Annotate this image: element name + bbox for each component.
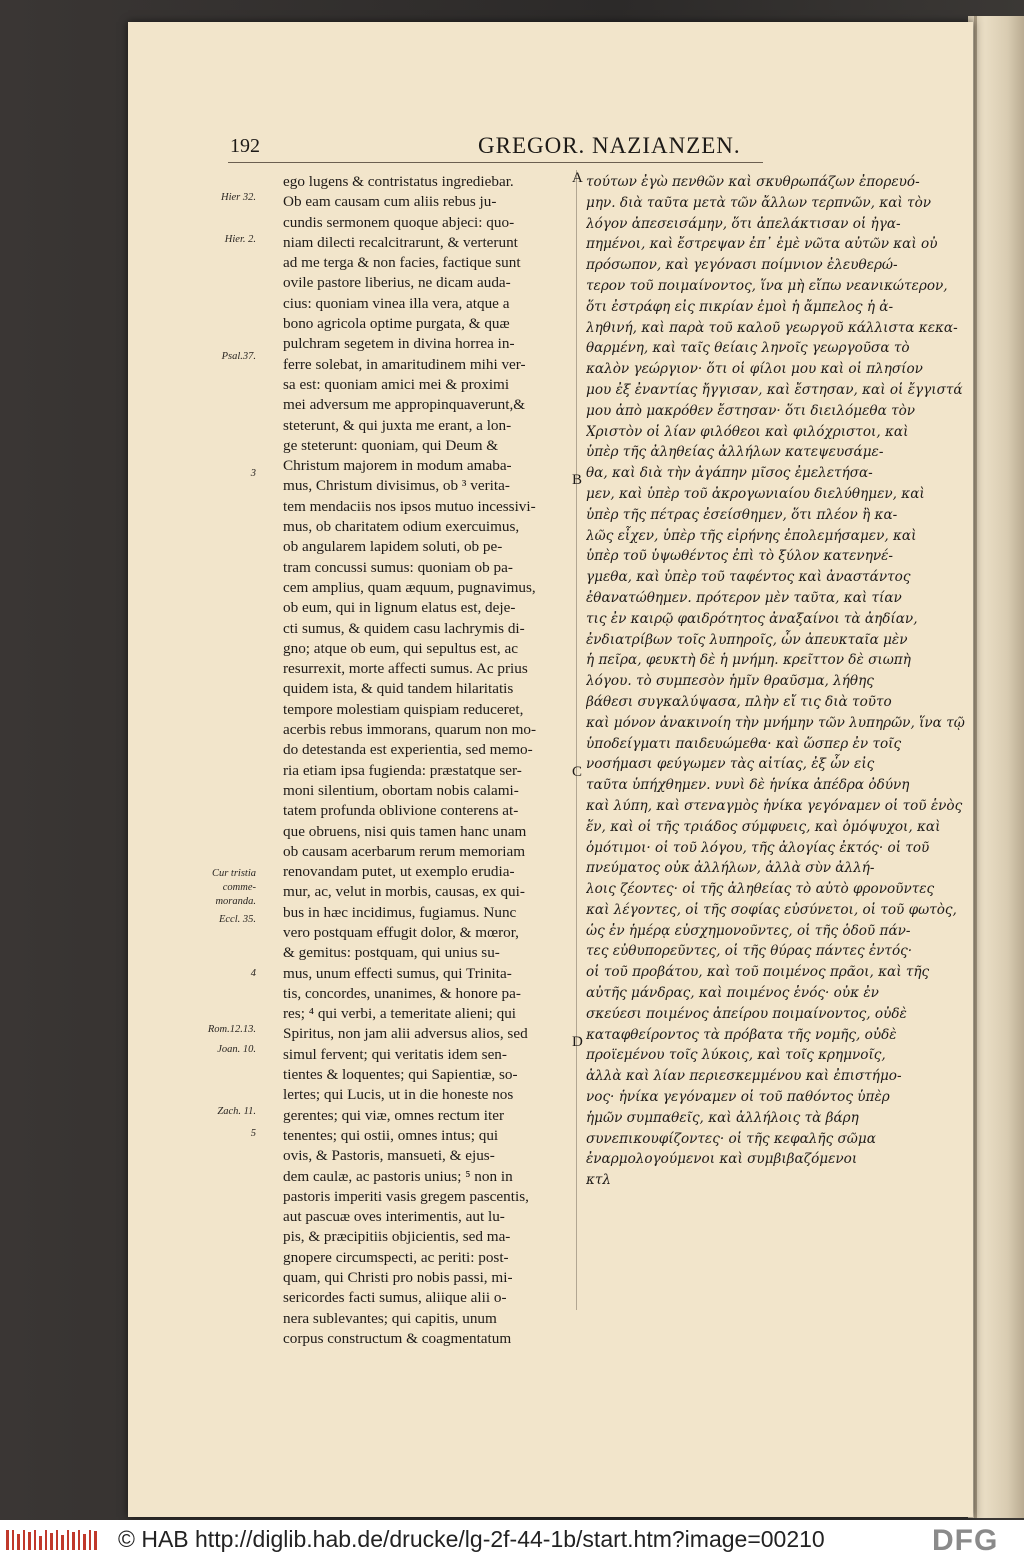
- greek-text-line: τερον τοῦ ποιμαίνοντος, ἵνα μὴ εἴπω νεανικώτερον,: [586, 277, 948, 294]
- greek-text-line: ὑποδείγματι παιδευώμεθα· καὶ ὥσπερ ἐν τοῖς: [586, 735, 902, 752]
- latin-text-line: tis, concordes, unanimes, & honore pa-: [283, 984, 521, 1002]
- greek-text-line: ὅτι ἐστράφη εἰς πικρίαν ἐμοὶ ἡ ἄμπελος ἡ ἀ-: [586, 298, 894, 315]
- section-letter-c: C: [572, 764, 583, 780]
- latin-text-line: ob causam acerbarum rerum memoriam: [283, 842, 526, 860]
- greek-text-line: αὐτῆς μάνδρας, καὶ ποιμένος ἑνός· οὐκ ἐν: [586, 985, 879, 1002]
- latin-text-line: cem amplius, quam æquum, pugnavimus,: [283, 578, 536, 596]
- latin-text-line: pulchram segetem in divina horrea in-: [283, 335, 515, 353]
- latin-text-line: ge steterunt: quoniam, qui Deum &: [283, 436, 499, 454]
- latin-text-line: bus in hæc incidimus, fugiamus. Nunc: [283, 903, 517, 921]
- greek-text-line: μην. διὰ ταῦτα μετὰ τῶν ἄλλων τερπνῶν, καὶ τὸν: [586, 194, 932, 211]
- greek-text-line: ἀλλὰ καὶ λίαν περιεσκεμμένου καὶ ἐπιστήμο-: [586, 1068, 902, 1085]
- latin-text-line: tempore molestiam quispiam reduceret,: [283, 700, 524, 718]
- latin-text-line: moni silentium, obortam nobis calami-: [283, 781, 519, 799]
- latin-text-line: simul fervent; qui veritatis idem sen-: [283, 1045, 507, 1063]
- latin-text-line: pastoris imperiti vasis gregem pascentis,: [283, 1187, 529, 1205]
- greek-text-line: τις ἐν καιρῷ φαιδρότητος ἀναξαίνοι τὰ ἀηδίαν,: [586, 610, 918, 627]
- margin-note: moranda.: [215, 896, 256, 907]
- greek-text-line: πρόσωπον, καὶ γεγόνασι ποίμνιον ἐλευθερώ-: [586, 257, 898, 274]
- greek-text-line: σκεύεσι ποιμένος ἀπείρου ποιμαίνοντος, οὐδὲ: [586, 1005, 907, 1022]
- latin-text-line: cius: quoniam vinea illa vera, atque a: [283, 294, 510, 312]
- greek-text-line: λοις ζέοντες· οἱ τῆς ἀληθείας τὸ αὐτὸ φρονοῦντες: [586, 881, 935, 898]
- latin-text-line: cti sumus, & quidem casu lachrymis di-: [283, 619, 525, 637]
- footer-bar: [0, 1520, 1024, 1560]
- greek-text-line: μου ἐξ ἐναντίας ἤγγισαν, καὶ ἔστησαν, καὶ οἱ ἔγγιστά: [586, 381, 963, 398]
- margin-note: Rom.12.13.: [207, 1024, 256, 1035]
- greek-text-line: οἱ τοῦ προβάτου, καὶ τοῦ ποιμένος πρᾶοι, καὶ τῆς: [586, 964, 930, 981]
- greek-text-line: κτλ: [586, 1172, 612, 1189]
- greek-text-column: [586, 172, 966, 1191]
- greek-text-line: ἐθανατώθημεν. πρότερον μὲν ταῦτα, καὶ τίαν: [586, 589, 902, 606]
- greek-text-line: καλὸν γεώργιον· ὅτι οἱ φίλοι μου καὶ οἱ πλησίον: [586, 361, 923, 378]
- latin-text-line: Christum majorem in modum amaba-: [283, 457, 512, 475]
- greek-text-line: ὁμότιμοι· οἱ τοῦ λόγου, τῆς ἀλογίας ἐκτός· οἱ τοῦ: [586, 839, 930, 856]
- page-header: [230, 133, 760, 163]
- header-rule: [228, 162, 763, 163]
- greek-text-line: μεν, καὶ ὑπὲρ τοῦ ἀκρογωνιαίου διελύθημεν, καὶ: [586, 485, 925, 502]
- greek-text-line: ὡς ἐν ἡμέρᾳ εὐσχημονοῦντες, οἱ τῆς ὁδοῦ πάν-: [586, 922, 911, 939]
- greek-text-line: καὶ λέγοντες, οἱ τῆς σοφίας εὐσύνετοι, οἱ τοῦ φωτὸς,: [586, 901, 957, 918]
- greek-text-line: ὑπὲρ τῆς πέτρας ἐσείσθημεν, ὅτι πλέον ἢ κα-: [586, 506, 898, 523]
- latin-text-line: ovile pastore liberius, ne dicam auda-: [283, 274, 511, 292]
- latin-text-line: mur, ac, velut in morbis, causas, ex qui-: [283, 883, 525, 901]
- latin-text-line: acerbis rebus immorans, quarum non mo-: [283, 721, 537, 739]
- latin-text-line: mus, Christum divisimus, ob ³ verita-: [283, 477, 510, 495]
- copyright-url-text[interactable]: © HAB http://diglib.hab.de/drucke/lg-2f-44-1b/start.htm?image=00210: [118, 1526, 825, 1552]
- latin-text-line: nera sublevantes; qui capitis, unum: [283, 1309, 497, 1327]
- greek-text-line: καὶ λύπη, καὶ στεναγμὸς ἡνίκα γεγόναμεν οἱ τοῦ ἑνὸς: [586, 797, 963, 814]
- latin-text-line: pis, & præcipitiis objicientis, sed ma-: [283, 1228, 511, 1246]
- hab-logo-icon: [6, 1528, 102, 1552]
- latin-text-line: niam dilecti recalcitrarunt, & verterunt: [283, 233, 518, 251]
- greek-text-line: πνεύματος οὐκ ἀλλήλων, ἀλλὰ σὺν ἀλλή-: [586, 860, 875, 877]
- greek-text-line: γμεθα, καὶ ὑπὲρ τοῦ ταφέντος καὶ ἀναστάντος: [586, 569, 911, 586]
- latin-text-line: gno; atque ob eum, qui sepultus est, ac: [283, 639, 518, 657]
- latin-text-line: mus, ob charitatem odium exercuimus,: [283, 518, 520, 536]
- margin-note: Psal.37.: [221, 351, 256, 362]
- latin-text-line: & gemitus: postquam, qui unius su-: [283, 944, 500, 962]
- greek-text-line: μου ἀπὸ μακρόθεν ἔστησαν· ὅτι διειλόμεθα τὸν: [586, 402, 916, 419]
- section-letter-d: D: [572, 1034, 583, 1050]
- latin-text-line: ob angularem lapidem soluti, ob pe-: [283, 538, 503, 556]
- greek-text-line: ἕν, καὶ οἱ τῆς τριάδος σύμφυεις, καὶ ὁμόψυχοι, καὶ: [586, 818, 941, 835]
- latin-text-line: Ob eam causam cum aliis rebus ju-: [283, 193, 497, 211]
- column-divider: [576, 170, 577, 1310]
- greek-text-line: τούτων ἐγὼ πενθῶν καὶ σκυθρωπάζων ἐπορευό-: [586, 174, 920, 190]
- margin-note: 4: [250, 968, 256, 979]
- greek-text-line: ὑπὲρ τοῦ ὑψωθέντος ἐπὶ τὸ ξύλον κατενηνέ-: [586, 548, 893, 565]
- latin-text-line: tem mendaciis nos ipsos mutuo incessivi-: [283, 497, 536, 515]
- greek-text-line: ληθινή, καὶ παρὰ τοῦ καλοῦ γεωργοῦ κάλλιστα κεκα-: [586, 319, 958, 336]
- latin-text-line: ria etiam ipsa fugienda: præstatque ser-: [283, 761, 522, 779]
- greek-text-line: προϊεμένου τοῖς λύκοις, καὶ τοῖς κρημνοῖς,: [586, 1047, 886, 1064]
- margin-note: Hier. 2.: [224, 234, 256, 245]
- latin-text-column: [283, 172, 573, 1349]
- page-edge-stack: [968, 16, 1024, 1518]
- margin-note: Eccl. 35.: [218, 914, 256, 925]
- latin-text-line: resurrexit, morte affecti sumus. Ac prius: [283, 660, 528, 678]
- greek-text-line: Χριστὸν οἱ λίαν φιλόθεοι καὶ φιλόχριστοι, καὶ: [586, 423, 909, 440]
- greek-text-line: νοσήμασι φεύγωμεν τὰς αἰτίας, ἐξ ὧν εἰς: [586, 756, 875, 773]
- latin-text-line: res; ⁴ qui verbi, a temeritate alieni; qui: [283, 1005, 517, 1023]
- latin-text-line: ego lugens & contristatus ingrediebar.: [283, 173, 514, 190]
- latin-text-line: quidem ista, & quid tandem hilaritatis: [283, 680, 514, 698]
- latin-text-line: ad me terga & non facies, factique sunt: [283, 254, 521, 272]
- greek-text-line: λόγου. τὸ συμπεσὸν ἡμῖν θραῦσμα, λήθης: [586, 673, 874, 690]
- greek-text-line: ὑπὲρ τῆς ἀληθείας ἀλλήλων κατεψευσάμε-: [586, 444, 884, 461]
- latin-text-line: Spiritus, non jam alii adversus alios, sed: [283, 1025, 528, 1043]
- latin-text-line: quam, qui Christi pro nobis passi, mi-: [283, 1269, 513, 1287]
- section-letter-a: A: [572, 170, 583, 186]
- latin-text-line: ovis, & Pastoris, mansueti, & ejus-: [283, 1147, 495, 1165]
- greek-text-line: καὶ μόνον ἀνακινοίη τὴν μνήμην τῶν λυπηρῶν, ἵνα τῷ: [586, 714, 965, 731]
- greek-text-line: λόγον ἀπεσεισάμην, ὅτι ἀπελάκτισαν οἱ ἠγα-: [586, 215, 901, 232]
- greek-text-line: ἐναρμολογούμενοι καὶ συμβιβαζόμενοι: [586, 1151, 858, 1168]
- latin-text-line: bono agricola optime purgata, & quæ: [283, 315, 510, 333]
- margin-note: comme-: [222, 882, 256, 893]
- latin-text-line: do detestanda est experientia, sed memo-: [283, 741, 533, 759]
- greek-text-line: λῶς εἶχεν, ὑπὲρ τῆς εἰρήνης ἐπολεμήσαμεν, καὶ: [586, 527, 917, 544]
- latin-text-line: lertes; qui Lucis, ut in die honeste nos: [283, 1086, 514, 1104]
- dfg-logo: DFG: [932, 1524, 999, 1557]
- latin-text-line: vero postquam effugit dolor, & mœror,: [283, 923, 519, 941]
- latin-text-line: gnopere circumspecti, ac periti: post-: [283, 1248, 509, 1266]
- latin-text-line: mei adversum me appropinquaverunt,&: [283, 396, 526, 414]
- greek-text-line: ἡμῶν συμπαθεῖς, καὶ ἀλλήλοις τὰ βάρη: [586, 1109, 859, 1126]
- latin-text-line: tram concussi sumus: quoniam ob pa-: [283, 558, 513, 576]
- latin-text-line: renovandam putet, ut exemplo erudia-: [283, 863, 515, 881]
- greek-text-line: νος· ἡνίκα γεγόναμεν οἱ τοῦ παθόντος ὑπὲρ: [586, 1089, 890, 1106]
- greek-text-line: θαρμένη, καὶ ταῖς θείαις ληνοῖς γεωργοῦσα τὸ: [586, 340, 910, 357]
- greek-text-line: βάθεσι συγκαλύψασα, πλὴν εἴ τις διὰ τοῦτο: [586, 693, 892, 710]
- greek-text-line: συνεπικουφίζοντες· οἱ τῆς κεφαλῆς σῶμα: [586, 1130, 876, 1147]
- greek-text-line: καταφθείροντος τὰ πρόβατα τῆς νομῆς, οὐδὲ: [586, 1026, 897, 1043]
- margin-note: Hier 32.: [221, 192, 256, 203]
- latin-text-line: ferre solebat, in amaritudinem mihi ver-: [283, 355, 526, 373]
- latin-text-line: sa est: quoniam amici mei & proximi: [283, 375, 510, 393]
- latin-text-line: steterunt, & qui juxta me erant, a lon-: [283, 416, 512, 434]
- greek-text-line: ἡ πεῖρα, φευκτὴ δὲ ἡ μνήμη. κρεῖττον δὲ σιωπὴ: [586, 652, 911, 669]
- margin-note: Cur tristia: [211, 868, 256, 879]
- greek-text-line: θα, καὶ διὰ τὴν ἀγάπην μῖσος ἐμελετήσα-: [586, 465, 873, 482]
- margin-note: Joan. 10.: [217, 1044, 256, 1055]
- page-number: 192: [230, 135, 260, 157]
- latin-text-line: dem caulæ, ac pastoris unius; ⁵ non in: [283, 1167, 513, 1185]
- latin-text-line: que obruens, nisi quis tamen hanc unam: [283, 822, 527, 840]
- latin-text-line: cundis sermonem quoque abjeci: quo-: [283, 213, 515, 231]
- latin-text-line: gerentes; qui viæ, omnes rectum iter: [283, 1106, 505, 1124]
- latin-text-line: tientes & loquentes; qui Sapientiæ, so-: [283, 1066, 518, 1084]
- greek-text-line: τες εὐθυπορεῦντες, οἱ τῆς θύρας πάντες ἐντός·: [586, 943, 913, 960]
- latin-text-line: mus, unum effecti sumus, qui Trinita-: [283, 964, 512, 982]
- greek-text-line: ταῦτα ὑπήχθημεν. νυνὶ δὲ ἡνίκα ἀπέδρα ὀδύνη: [586, 777, 910, 794]
- greek-text-line: πημένοι, καὶ ἔστρεψαν ἐπ᾿ ἐμὲ νῶτα αὐτῶν καὶ οὐ: [586, 236, 938, 253]
- section-letter-b: B: [572, 472, 583, 488]
- latin-text-line: ob eum, qui in lignum elatus est, deje-: [283, 599, 516, 617]
- latin-text-line: corpus constructum & coagmentatum: [283, 1329, 512, 1347]
- latin-text-line: tenentes; qui ostii, omnes intus; qui: [283, 1126, 499, 1144]
- latin-text-line: sericordes facti sumus, aliique alii o-: [283, 1289, 507, 1307]
- margin-note: 5: [250, 1128, 256, 1139]
- margin-note: Zach. 11.: [217, 1106, 256, 1117]
- margin-note: 3: [250, 468, 256, 479]
- latin-text-line: aut pascuæ oves interimentis, aut lu-: [283, 1208, 505, 1226]
- latin-text-line: tatem profunda oblivione conterens at-: [283, 802, 519, 820]
- greek-text-line: ἐνδιατρίβων τοῖς λυπηροῖς, ὧν ἀπευκταῖα μὲν: [586, 631, 908, 648]
- running-title: GREGOR. NAZIANZEN.: [478, 133, 741, 158]
